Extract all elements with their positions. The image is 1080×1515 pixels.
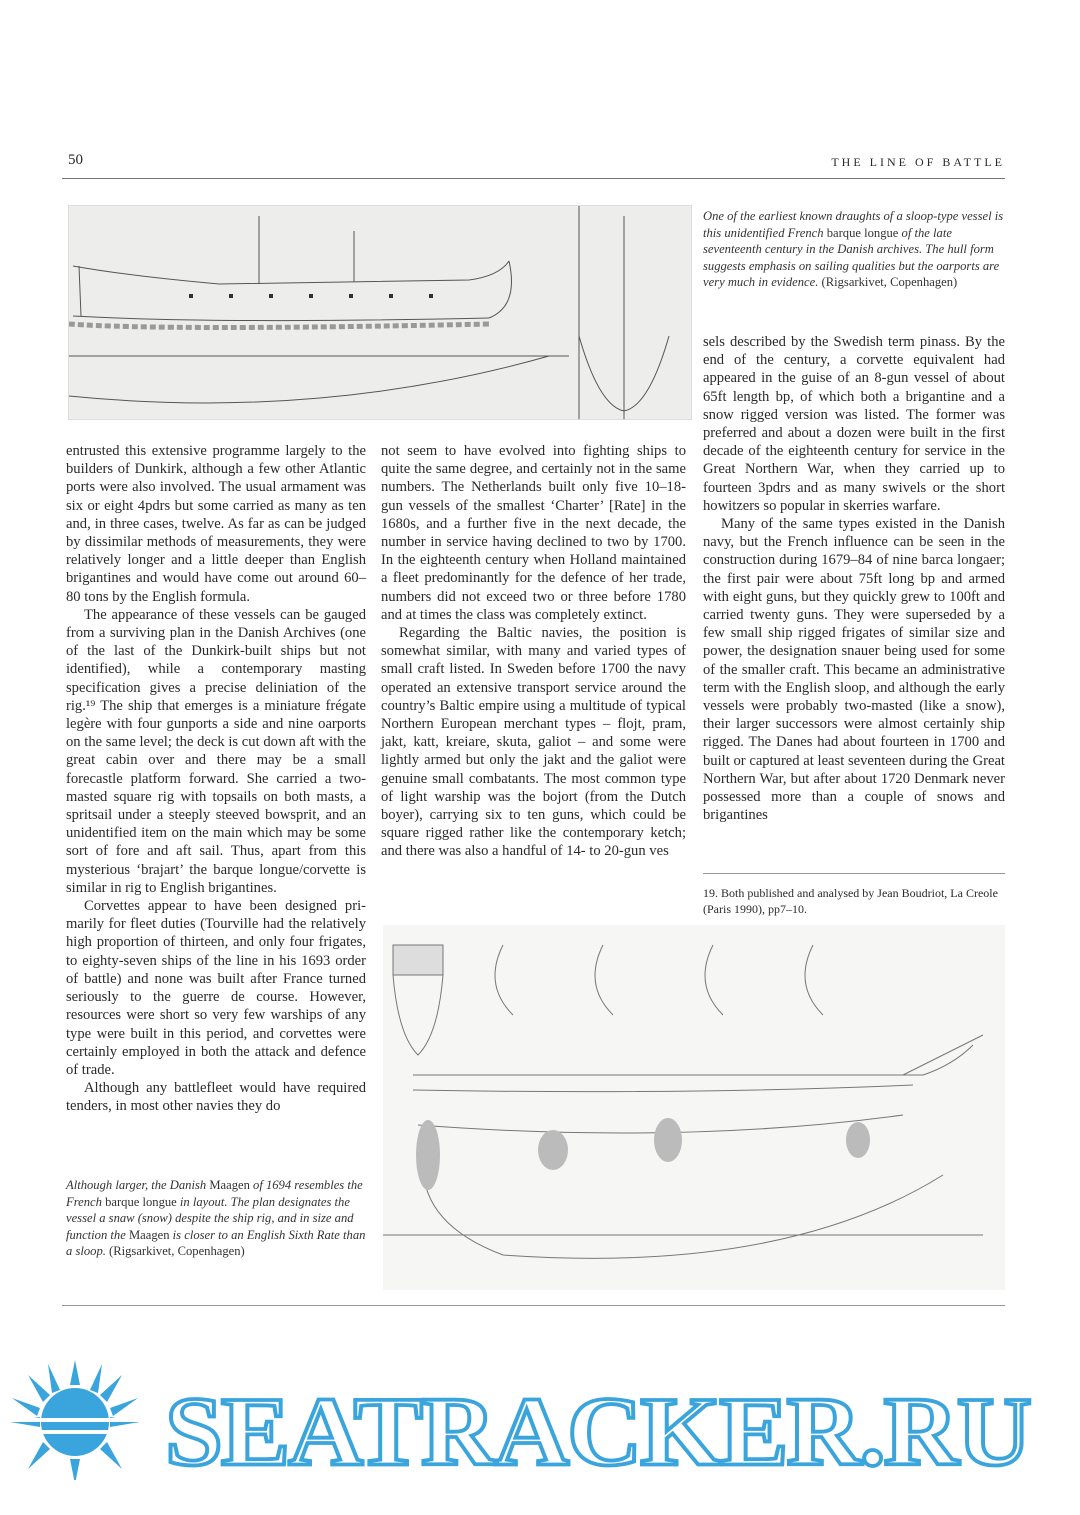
- caption-text: in layout. The plan designates the vessel a snaw (snow) despite the ship rig, and in size and function the: [66, 1194, 354, 1242]
- text-column-2: [381, 442, 686, 861]
- paragraph: not seem to have evolved into fighting ships to quite the same degree, and certainly not in the same numbers. The Netherlands built only five 10–18-gun vessels of the smallest ‘Charter’ [Rate] in the 1680s, and a further five in the next decade, the number in service having declined to two by 1700. In the eighteenth century when Holland maintained a fleet predominantly for the defence of her trade, numbers did not exceed two or three before 1780 and at times the class was completely extinct.: [381, 443, 686, 623]
- sun-logo-icon: [0, 1360, 160, 1480]
- paragraph: The appearance of these vessels can be gauged from a surviving plan in the Danish Archives (one of the last of the Dunkirk-built ships but not identified), while a contemporary masting specification gives a precise deliniation of the rig.¹⁹ The ship that emerges is a miniature frégate legère with four gunports a side and nine oarports on the same level; the deck is cut down aft with the great cabin over and there may be a small forecastle platform forward. She carried a two-masted square rig with topsails on both masts, a spritsail under a steeply steeved bowsprit, and an unidentified item on the main which may be some sort of fore and aft sail. Thus, apart from this mysterious ‘brajart’ the barque longue/corvette is similar in rig to English brigantines.: [66, 606, 366, 896]
- caption-text: of 1694 resembles the French: [66, 1178, 363, 1209]
- text-column-1: [66, 442, 366, 1116]
- caption-text: One of the earliest known draughts of a sloop-type vessel is this unidentified French: [703, 209, 1004, 240]
- caption-credit: (Rigsarkivet, Copenhagen): [821, 275, 958, 290]
- paragraph: Corvettes appear to have been designed primarily for fleet duties (Tourville had the relatively high proportion of thirteen, and only four frigates, to eighty-seven ships of the line in his 1693 order of battle) and none was built after France turned seriously to the guerre de course. However, resources were short so very few warships of any type were built in this period, and corvettes were certainly employed in both the attack and defence of trade.: [66, 898, 366, 1078]
- footer-rule: [62, 1305, 1005, 1306]
- caption-text: Maagen: [128, 1227, 170, 1242]
- caption-text: is closer to an English Sixth Rate than a sloop.: [66, 1227, 366, 1259]
- caption-text: Maagen: [209, 1178, 250, 1192]
- footnote-rule: [703, 873, 1005, 874]
- header-rule: [62, 178, 1005, 179]
- running-title: THE LINE OF BATTLE: [831, 155, 1005, 169]
- bottom-figure-caption: [66, 1177, 368, 1260]
- caption-text: barque longue: [105, 1194, 177, 1209]
- maagen-plan-figure-bottom: [383, 925, 1005, 1290]
- paragraph: Many of the same types existed in the Danish navy, but the French influence can be seen in the construction during 1679–84 of nine barca longaer; the first pair were about 75ft long bp and armed with eight guns, but they quickly grew to 100ft and carried twenty guns. They were superseded by a few small ship rigged frigates of similar size and power, the designation snauer being used for some of the smaller craft. This became an administrative term with the English sloop, and although the early vessels were probably two-masted (like a snow), their larger successors were almost certainly ship rigged. The Danes had about fourteen in 1700 and built or captured at least seventeen during the Great Northern War, but after about 1720 Denmark never possessed more than a couple of snows and brigantines: [703, 516, 1005, 824]
- top-figure-caption: [703, 208, 1005, 291]
- footnote: 19. Both published and analysed by Jean Boudriot, La Creole (Paris 1990), pp7–10.: [703, 886, 998, 916]
- caption-text: barque longue: [826, 225, 899, 240]
- ship-plan-drawing: [69, 206, 691, 419]
- watermark-text: SEATRACKER.RU: [165, 1376, 1030, 1487]
- paragraph: entrusted this extensive programme largely to the builders of Dunkirk, although a few other Atlantic ports were also involved. The usual armament was six or eight 4pdrs but some carried as many as ten and, in three cases, twelve. As far as can be judged by dissimilar methods of measurements, they were relatively longer and a little deeper than English brigantines and would have come out around 60–80 tons by the English formula.: [66, 443, 366, 605]
- text-column-3: [703, 333, 1005, 824]
- paragraph: sels described by the Swedish term pinass. By the end of the century, a corvette equivalent had appeared in the guise of an 8-gun vessel of about 65ft length bp, of which both a brigantine and a snow rigged version was listed. The former was preferred and about a dozen were built in the first decade of the eighteenth century for service in the Great Northern War, when they carried up to fourteen 3pdrs and as many swivels or the short howitzers so popular in skerries warfare.: [703, 334, 1005, 514]
- ship-plan-drawing: [383, 925, 1005, 1290]
- caption-credit: (Rigsarkivet, Copenhagen): [109, 1244, 245, 1259]
- caption-text: Although larger, the Danish: [66, 1178, 210, 1192]
- ship-draught-figure-top: [68, 205, 692, 420]
- caption-text: of the late seventeenth century in the Danish archives. The hull form suggests emphasis on sailing qualities but the oarports are very much in evidence.: [703, 225, 1000, 290]
- page-number: 50: [68, 152, 83, 168]
- paragraph: Although any battlefleet would have required tenders, in most other navies they do: [66, 1080, 366, 1115]
- paragraph: Regarding the Baltic navies, the position is somewhat similar, with many and varied types of small craft listed. In Sweden before 1700 the navy operated an extensive transport service around the country’s Baltic empire using a multitude of typical Northern European merchant types – flojt, pram, jakt, katt, kreiare, skuta, galiot – and some were lightly armed but only the jakt and the galiot were genuine small combatants. The most common type of light warship was the bojort (from the Dutch boyer), carrying six to ten guns, which could be square rigged rather like the contemporary ketch; and there was also a handful of 14- to 20-gun ves: [381, 625, 686, 860]
